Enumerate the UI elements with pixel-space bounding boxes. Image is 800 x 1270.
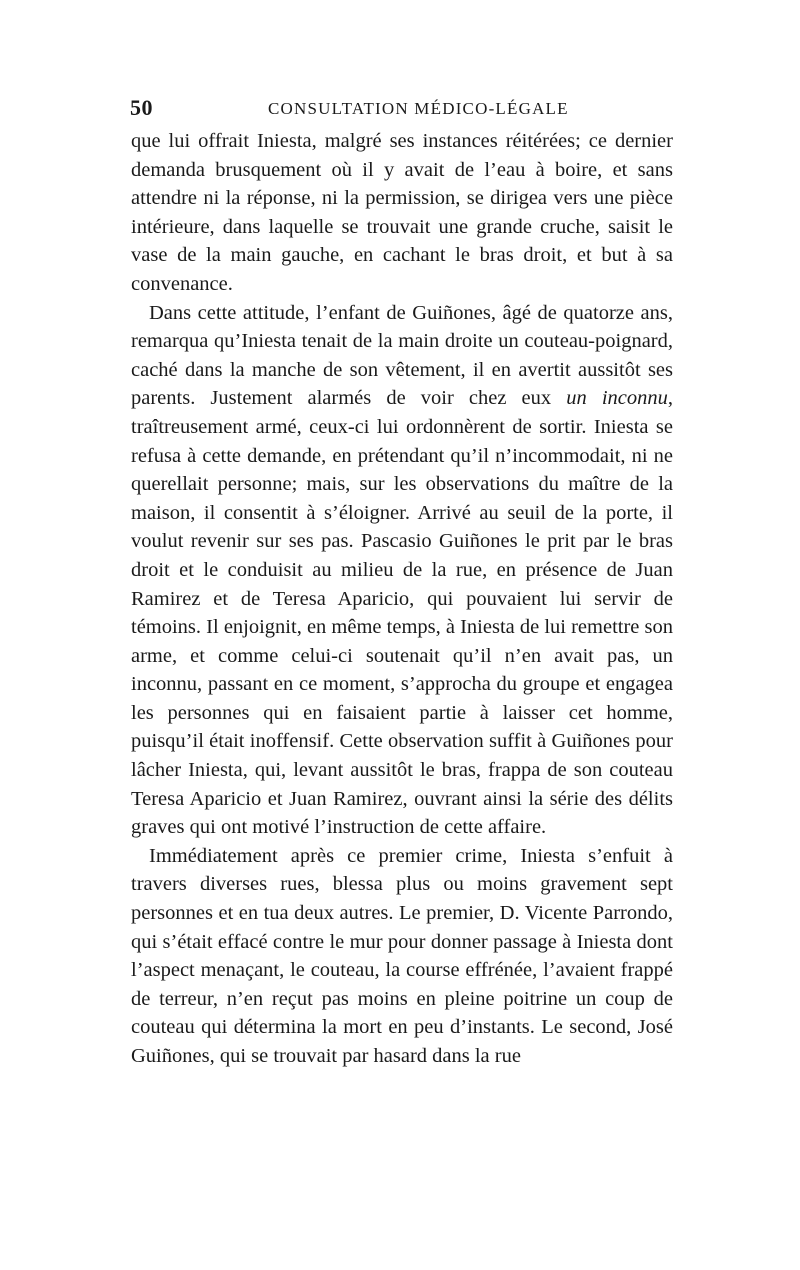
paragraph [131, 842, 673, 1071]
paragraph-text: Immédiatement après ce premier crime, Iniesta s’enfuit à travers diverses rues, blessa plus ou moins gravement sept personnes et en tua deux autres. Le premier, D. Vicente Parrondo, qui s’était effacé contre le mur pour donner passage à Iniesta dont l’aspect menaçant, le couteau, la course effrénée, l’avaient frappé de terreur, n’en reçut pas moins en pleine poitrine un coup de couteau qui détermina la mort en peu d’instants. Le second, José Guiñones, qui se trouvait par hasard dans la rue [131, 844, 673, 1067]
paragraph [131, 127, 673, 299]
paragraph-text: que lui offrait Iniesta, malgré ses instances réitérées; ce dernier demanda brusquement où il y avait de l’eau à boire, et sans attendre ni la réponse, ni la permission, se dirigea vers une pièce intérieure, dans laquelle se trouvait une grande cruche, saisit le vase de la main gauche, en cachant le bras droit, et but à sa convenance. [131, 130, 673, 295]
emphasized-text: un inconnu [566, 387, 668, 410]
paragraph-text: , traîtreusement armé, ceux-ci lui ordonnèrent de sortir. Iniesta se refusa à cette demande, en prétendant qu’il n’incommodait, ni ne querellait personne; mais, sur les observations du maître de la maison, il consentit à s’éloigner. Arrivé au seuil de la porte, il voulut revenir sur ses pas. Pascasio Guiñones le prit par le bras droit et le conduisit au milieu de la rue, en présence de Juan Ramirez et de Teresa Aparicio, qui pouvaient lui servir de témoins. Il enjoignit, en même temps, à Iniesta de lui remettre son arme, et comme celui-ci soutenait qu’il n’en avait pas, un inconnu, passant en ce moment, s’approcha du groupe et engagea les personnes qui en faisaient partie à laisser cet homme, puisqu’il était inoffensif. Cette observation suffit à Guiñones pour lâcher Iniesta, qui, levant aussitôt le bras, frappa de son couteau Teresa Aparicio et Juan Ramirez, ouvrant ainsi la série des délits graves qui ont motivé l’instruction de cette affaire. [131, 387, 673, 839]
page-number: 50 [130, 95, 153, 120]
paragraph-text: Dans cette attitude, l’enfant de Guiñones, âgé de quatorze ans, remarqua qu’Iniesta tenait de la main droite un couteau-poignard, caché dans la manche de son vêtement, il en avertit aussitôt ses parents. Justement alarmés de voir chez eux [131, 301, 673, 410]
paragraph [131, 299, 673, 842]
running-title: CONSULTATION MÉDICO-LÉGALE [268, 99, 569, 118]
page-header [130, 95, 670, 125]
body-text [131, 127, 673, 1071]
